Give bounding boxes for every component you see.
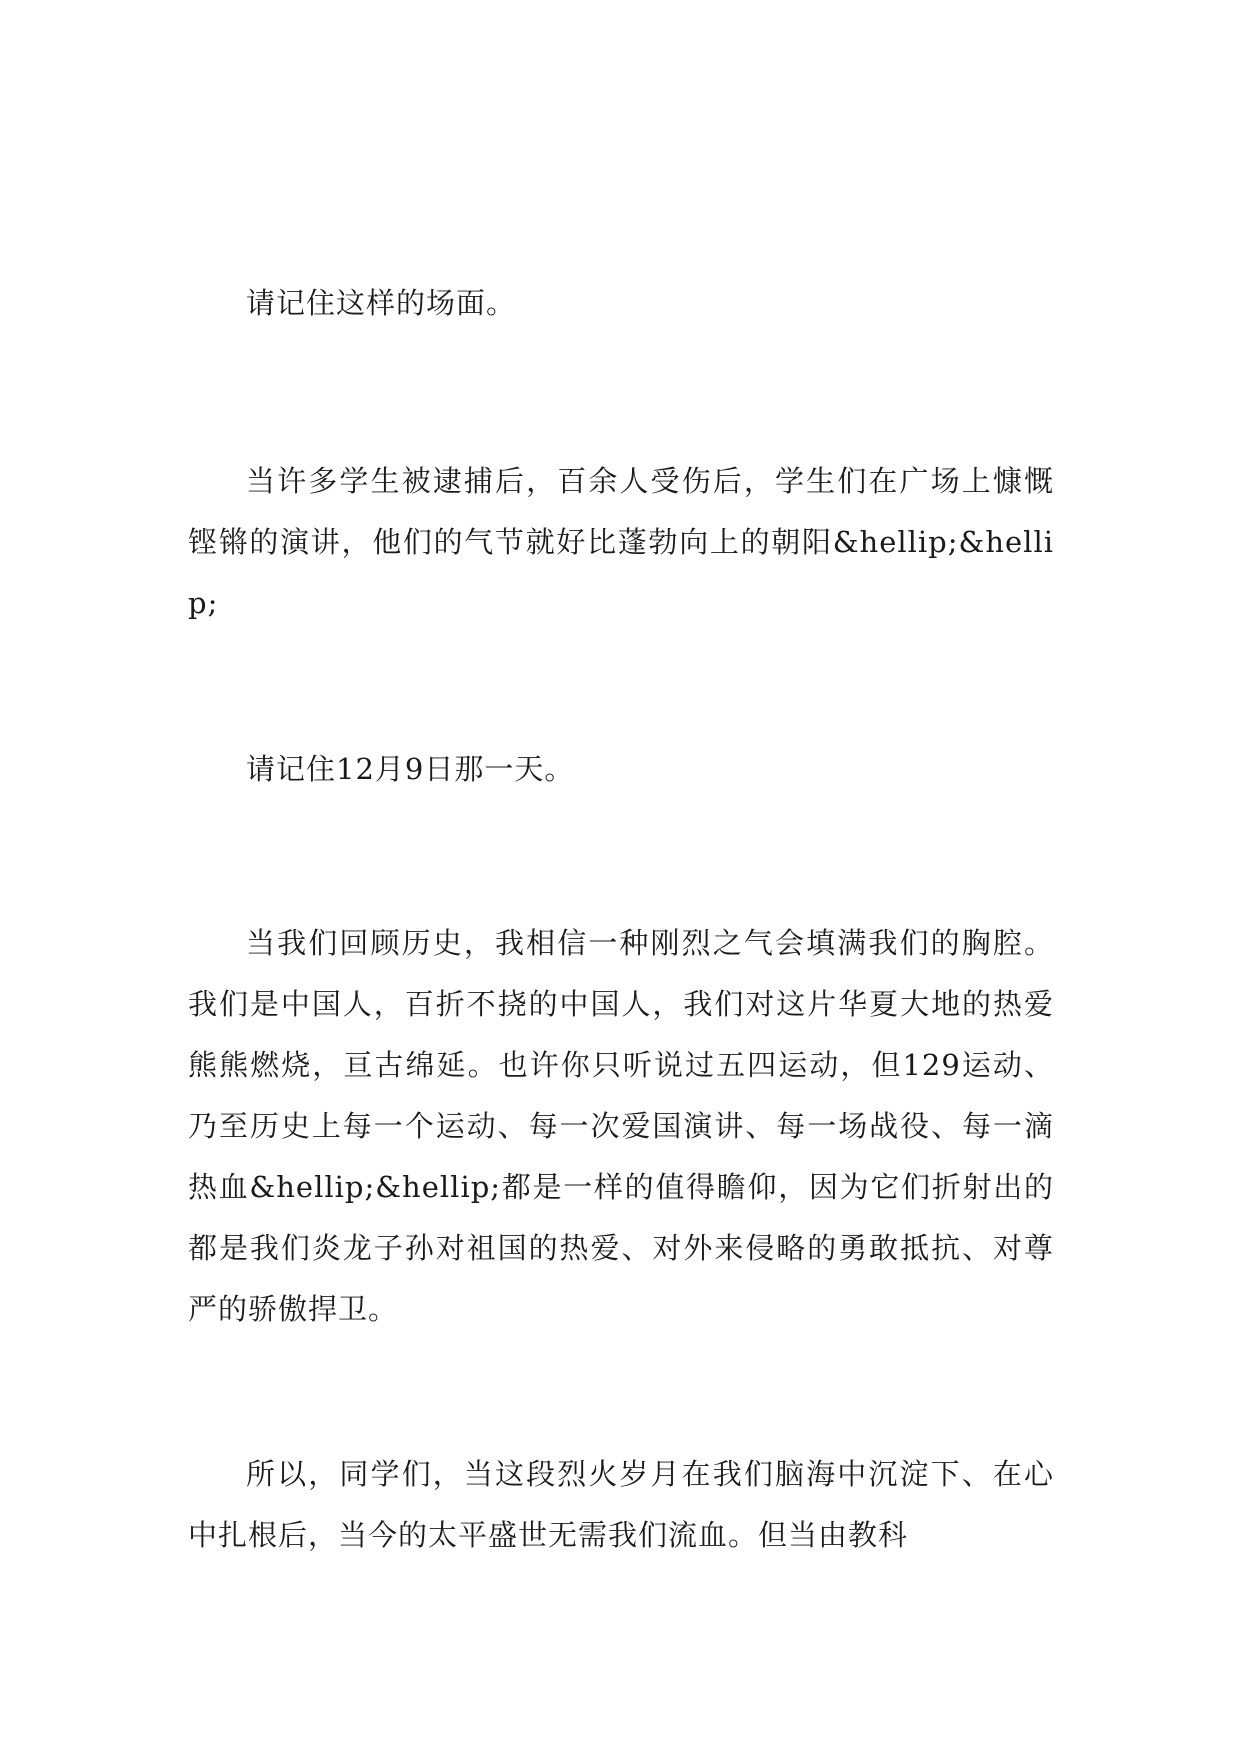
paragraph: 当许多学生被逮捕后，百余人受伤后，学生们在广场上慷慨铿锵的演讲，他们的气节就好比蓬勃向上的朝阳&hellip;&hellip; (188, 464, 1054, 620)
paragraph: 请记住这样的场面。 (246, 286, 517, 320)
paragraph: 当我们回顾历史，我相信一种刚烈之气会填满我们的胸腔。我们是中国人，百折不挠的中国人，我们对这片华夏大地的热爱熊熊燃烧，亘古绵延。也许你只听说过五四运动，但129运动、乃至历史上每一个运动、每一次爱国演讲、每一场战役、每一滴热血&hellip;&hellip;都是一样的值得瞻仰，因为它们折射出的都是我们炎龙子孙对祖国的热爱、对外来侵略的勇敢抵抗、对尊严的骄傲捍卫。 (188, 926, 1054, 1326)
paragraph: 所以，同学们，当这段烈火岁月在我们脑海中沉淀下、在心中扎根后，当今的太平盛世无需我们流血。但当由教科 (188, 1457, 1054, 1552)
paragraph: 请记住12月9日那一天。 (246, 752, 575, 786)
